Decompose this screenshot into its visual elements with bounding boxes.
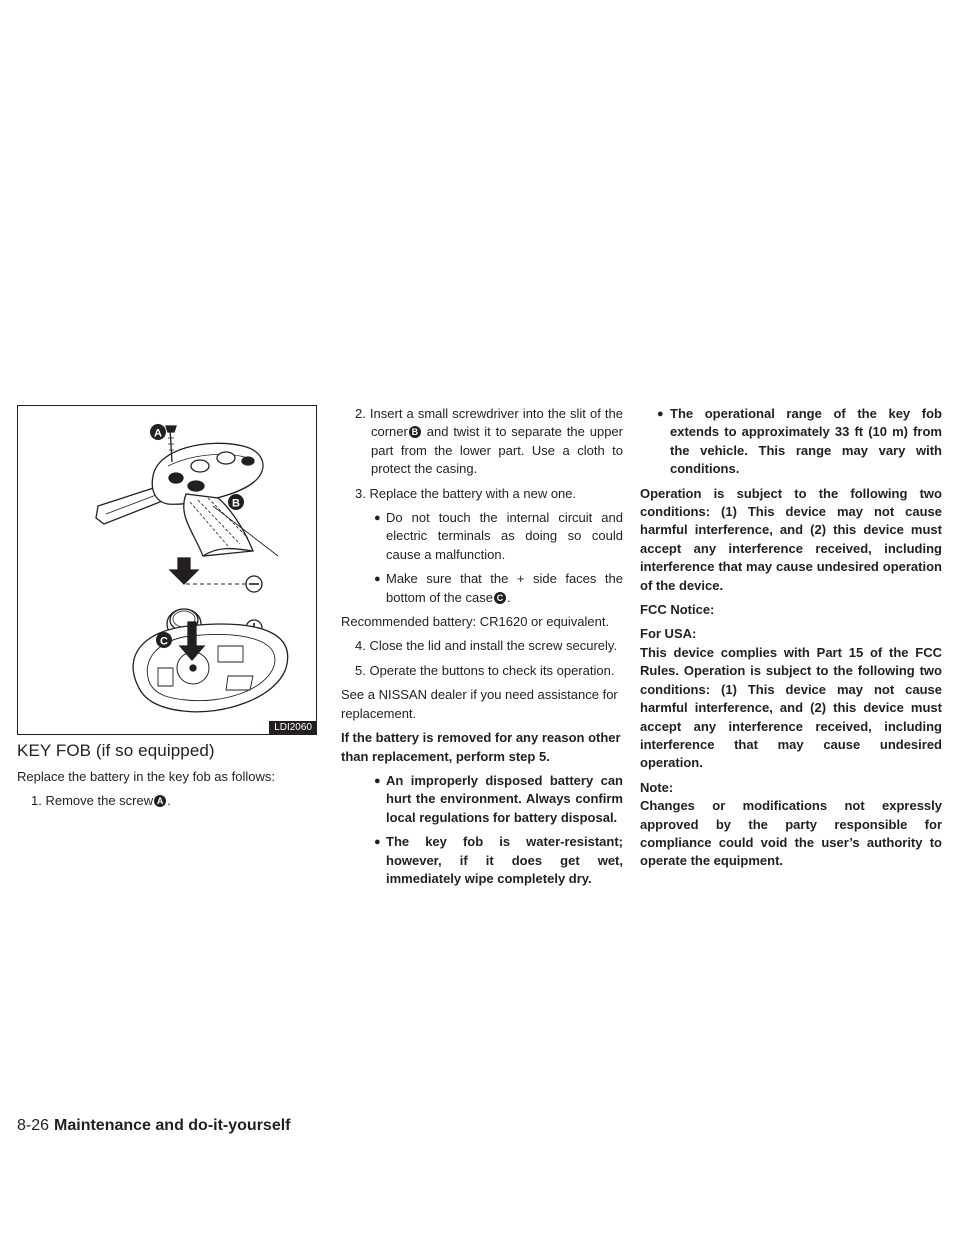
note-text: Changes or modifications not expressly approved by the party responsible for compliance could void the user’s authority to operate the equipment.: [640, 798, 942, 869]
page-footer: [17, 1116, 291, 1136]
key-fob-drawing: [18, 406, 318, 736]
dealer-text: See a NISSAN dealer if you need assistance for replacement.: [341, 687, 618, 721]
intro-text: Replace the battery in the key fob as follows:: [17, 769, 275, 784]
bullet-plus-side: ● Make sure that the + side faces the bottom of the case C .: [374, 571, 623, 605]
ref-c-icon: C: [494, 592, 506, 604]
warning-water: ● The key fob is water-resistant; however, if it does get wet, immediately wipe completely dry.: [374, 834, 623, 886]
step-4: 4. Close the lid and install the screw securely.: [355, 638, 618, 654]
section-heading: KEY FOB (if so equipped): [17, 741, 215, 760]
step-1: 1. Remove the screw A .: [31, 793, 171, 809]
bullet-circuit: ● Do not touch the internal circuit and electric terminals as doing so could cause a malfunction.: [374, 510, 623, 562]
column-2: [341, 405, 623, 894]
warning-disposal: ● An improperly disposed battery can hurt the environment. Always confirm local regulations for battery disposal.: [374, 772, 623, 825]
svg-text:B: B: [232, 497, 240, 510]
callout-b: [228, 494, 244, 510]
removed-text: If the battery is removed for any reason other than replacement, perform step 5.: [341, 730, 621, 764]
callout-a: [150, 424, 166, 440]
step-3: 3. Replace the battery with a new one.: [355, 485, 577, 501]
step-2: 2. Insert a small screwdriver into the slit of the corner B and twist it to separate the upper part from the lower part. Use a cloth to protect the casing.: [355, 406, 623, 477]
ref-b-icon: B: [409, 426, 421, 438]
for-usa-label: For USA:: [640, 626, 697, 642]
note-label: Note:: [640, 779, 674, 795]
operation-conditions: Operation is subject to the following two conditions: (1) This device may not cause harmful interference, and (2) this device must accept any interference received, including interference that may cause undesired operation of the device.: [640, 485, 942, 593]
recommended-battery: Recommended battery: CR1620 or equivalent.: [341, 614, 610, 630]
page-number: 8-26: [17, 1117, 50, 1134]
callout-c: [156, 632, 172, 648]
svg-text:C: C: [160, 635, 168, 648]
fcc-notice-label: FCC Notice:: [640, 602, 715, 618]
key-fob-illustration: [17, 405, 317, 735]
warning-range: ● The operational range of the key fob extends to approximately 33 ft (10 m) from the vehicle. This range may vary with conditions.: [657, 406, 942, 477]
ref-a-icon: A: [154, 795, 166, 807]
step-5: 5. Operate the buttons to check its operation.: [355, 662, 615, 678]
column-3: [640, 405, 942, 877]
column-1: [17, 768, 317, 817]
usa-text: This device complies with Part 15 of the FCC Rules. Operation is subject to the following two conditions: (1) This device may not cause harmful interference, and (2) this device must accept any interference received, including interference that may cause undesired operation.: [640, 644, 942, 771]
svg-text:A: A: [154, 427, 162, 440]
section-name: Maintenance and do-it-yourself: [54, 1117, 291, 1134]
figure-id-label: LDI2060: [269, 721, 316, 734]
